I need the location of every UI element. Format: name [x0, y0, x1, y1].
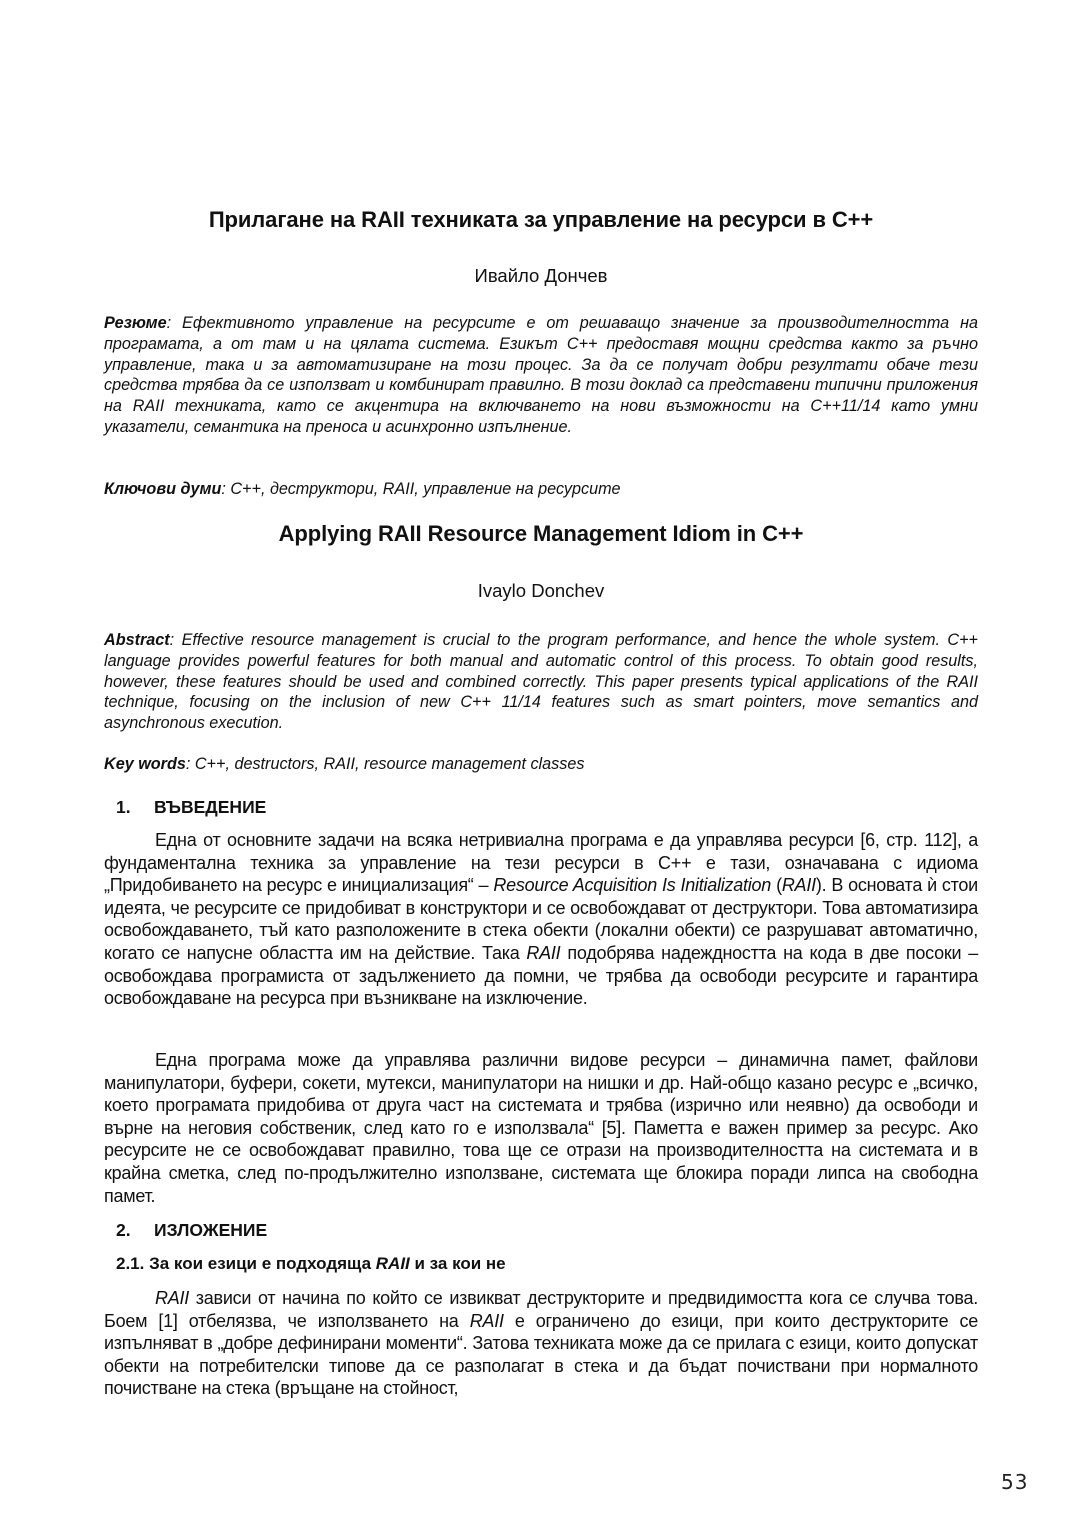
text-run: подобрява надеждността на кода в две посоки – освобождава програмиста от задължението да помни, че трябва да освободи ресурсите и гарантира освобождаване на ресурса при възникване на изключение. [104, 942, 978, 1009]
text-run-italic: Resource Acquisition Is Initialization [493, 875, 772, 896]
text-run: ( [771, 875, 782, 896]
text-run-italic: RAII [526, 942, 561, 963]
text-run-italic: RAII [469, 1310, 504, 1331]
abstract-bg [104, 313, 978, 438]
text-run: 2.1. За кои езици е подходяща [116, 1254, 376, 1273]
intro-paragraph-1 [104, 829, 978, 1010]
keywords-text-en: : C++, destructors, RAII, resource management classes [185, 755, 585, 773]
abstract-text-en: : Effective resource management is crucial to the program performance, and hence the whole system. C++ language provides powerful features for both manual and automatic control of this process. To obtain good results, however, these features should be used and combined correctly. This paper presents typical applications of the RAII technique, focusing on the inclusion of new C++ 11/14 features such as smart pointers, move semantics and asynchronous execution. [104, 631, 978, 733]
exposition-paragraph-1 [104, 1287, 978, 1400]
section-number: 2. [116, 1220, 131, 1240]
text-run: Една от основните задачи на всяка нетривиална програма е да управлява ресурси [6, стр. 112], а фундаментална техника за управление на тези ресурси в C++ е тази, означавана с идиома „Придобиването на ресурс е инициализация“ – [104, 830, 978, 896]
page-number: 53 [1001, 1470, 1029, 1494]
text-run: ). В основата ѝ стои идеята, че ресурсите се придобиват в конструктори и се освобождават от деструктори. Това автоматизира освобождаването, тъй като разположените в стека обекти (локални обекти) се разрушават автоматично, когато се напусне областта им на действие. Така [104, 875, 978, 963]
section-title: ИЗЛОЖЕНИЕ [154, 1220, 268, 1240]
section-heading-exposition [116, 1220, 267, 1241]
author-bg: Ивайло Дончев [474, 265, 608, 286]
section-title: ВЪВЕДЕНИЕ [154, 797, 267, 817]
section-heading-introduction [116, 797, 266, 818]
intro-paragraph-2: Една програма може да управлява различни видове ресурси – динамична памет, файлови манипулатори, буфери, сокети, мутекси, манипулатори на нишки и др. Най-общо казано ресурс е „всичко, което програмата придобива от друга част на системата и трябва (изрично или неявно) да освободи и върне на неговия собственик, след като го е използвала“ [5]. Паметта е важен пример за ресурс. Ако ресурсите не се освобождават правилно, това ще се отрази на производителността на системата и в крайна сметка, след по-продължително използване, системата ще блокира поради липса на свободна памет. [104, 1050, 978, 1206]
text-run: е ограничено до езици, при които деструкторите се изпълняват в „добре дефинирани моменти“. Затова техниката може да се прилага с езици, които допускат обекти на потребителски типове да се разполагат в стека и да бъдат почиствани при нормалното почистване на стека (връщане на стойност, [104, 1310, 978, 1399]
text-run-italic: RAII [155, 1288, 190, 1308]
text-run: и за кои не [409, 1254, 506, 1273]
keywords-label-en: Key words [104, 755, 186, 773]
title-en: Applying RAII Resource Management Idiom in C++ [278, 521, 804, 546]
abstract-en [104, 630, 978, 734]
text-run-italic: RAII [375, 1254, 410, 1273]
text-run-italic: RAII [781, 875, 816, 896]
keywords-en [104, 755, 978, 774]
subsection-heading-2-1 [116, 1254, 506, 1274]
title-bg: Прилагане на RAII техниката за управление на ресурси в C++ [208, 207, 874, 232]
abstract-label-bg: Резюме [104, 314, 167, 332]
keywords-text-bg: : C++, деструктори, RAII, управление на ресурсите [221, 480, 621, 498]
abstract-label-en: Abstract [104, 631, 170, 649]
text-run: зависи от начина по който се извикват деструкторите и предвидимостта кога се случва това. Боем [1] отбелязва, че използването на [104, 1288, 978, 1331]
keywords-label-bg: Ключови думи [104, 480, 222, 498]
keywords-bg [104, 480, 978, 499]
abstract-text-bg: : Ефективното управление на ресурсите е от решаващо значение за производителността на програмата, а от там и на цялата система. Езикът C++ предоставя мощни средства както за ръчно управление, така и за автоматизиране на този процес. За да се получат добри резултати обаче тези средства трябва да се използват и комбинират правилно. В този доклад са представени типични приложения на RAII техниката, като се акцентира на включването на нови възможности на C++11/14 като умни указатели, семантика на преноса и асинхронно изпълнение. [104, 314, 978, 436]
section-number: 1. [116, 797, 131, 817]
author-en: Ivaylo Donchev [477, 580, 605, 601]
